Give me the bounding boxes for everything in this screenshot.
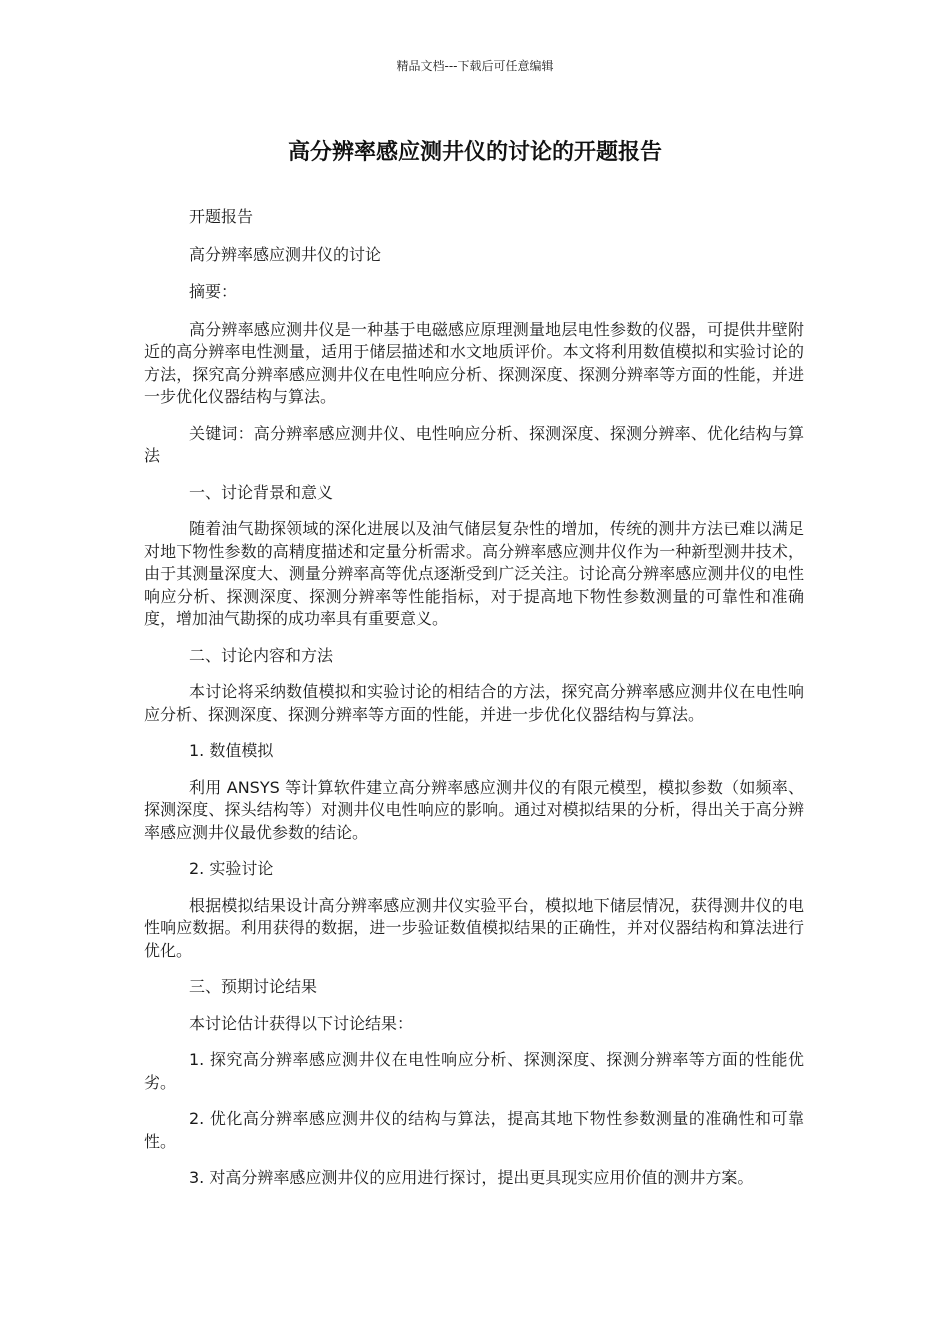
subheading-experiment: 2. 实验讨论: [189, 859, 274, 878]
document-body: [144, 206, 804, 1190]
section-heading-background: 一、讨论背景和意义: [189, 482, 334, 502]
header-note: 精品文档---下载后可任意编辑: [396, 59, 554, 73]
section-heading-expected-results: 三、预期讨论结果: [189, 977, 318, 996]
paragraph-content: 本讨论将采纳数值模拟和实验讨论的相结合的方法，探究高分辨率感应测井仪在电性响应分析、探测深度、探测分辨率等方面的性能，并进一步优化仪器结构与算法。: [144, 682, 804, 724]
paragraph-abstract-label: 摘要：: [189, 282, 238, 301]
paragraph-abstract: 高分辨率感应测井仪是一种基于电磁感应原理测量地层电性参数的仪器，可提供井壁附近的高分辨率电性测量，适用于储层描述和水文地质评价。本文将利用数值模拟和实验讨论的方法，探究高分辨率感应测井仪在电性响应分析、探测深度、探测分辨率等方面的性能，并进一步优化仪器结构与算法。: [144, 319, 804, 406]
document-title: 高分辨率感应测井仪的讨论的开题报告: [287, 140, 662, 165]
list-item-result-3: 3. 对高分辨率感应测井仪的应用进行探讨，提出更具现实应用价值的测井方案。: [189, 1168, 754, 1187]
paragraph-numerical-simulation: 利用 ANSYS 等计算软件建立高分辨率感应测井仪的有限元模型，模拟参数（如频率、探测深度、探头结构等）对测井仪电性响应的影响。通过对模拟结果的分析，得出关于高分辨率感应测井仪最优参数的结论。: [144, 777, 804, 842]
subheading-numerical-simulation: 1. 数值模拟: [189, 741, 274, 760]
section-heading-content: 二、讨论内容和方法: [189, 645, 334, 665]
paragraph-label-report: 开题报告: [189, 207, 254, 226]
paragraph-keywords: 关键词：高分辨率感应测井仪、电性响应分析、探测深度、探测分辨率、优化结构与算法: [144, 423, 804, 465]
list-item-result-2: 2. 优化高分辨率感应测井仪的结构与算法，提高其地下物性参数测量的准确性和可靠性。: [144, 1109, 804, 1151]
paragraph-background: 随着油气勘探领域的深化进展以及油气储层复杂性的增加，传统的测井方法已难以满足对地下物性参数的高精度描述和定量分析需求。高分辨率感应测井仪作为一种新型测井技术，由于其测量深度大、测量分辨率高等优点逐渐受到广泛关注。讨论高分辨率感应测井仪的电性响应分析、探测深度、探测分辨率等性能指标，对于提高地下物性参数测量的可靠性和准确度，增加油气勘探的成功率具有重要意义。: [144, 519, 804, 628]
list-item-result-1: 1. 探究高分辨率感应测井仪在电性响应分析、探测深度、探测分辨率等方面的性能优劣。: [144, 1050, 804, 1092]
paragraph-experiment: 根据模拟结果设计高分辨率感应测井仪实验平台，模拟地下储层情况，获得测井仪的电性响应数据。利用获得的数据，进一步验证数值模拟结果的正确性，并对仪器结构和算法进行优化。: [144, 895, 804, 960]
paragraph-expected-intro: 本讨论估计获得以下讨论结果：: [189, 1013, 414, 1033]
paragraph-subject: 高分辨率感应测井仪的讨论: [189, 244, 382, 264]
